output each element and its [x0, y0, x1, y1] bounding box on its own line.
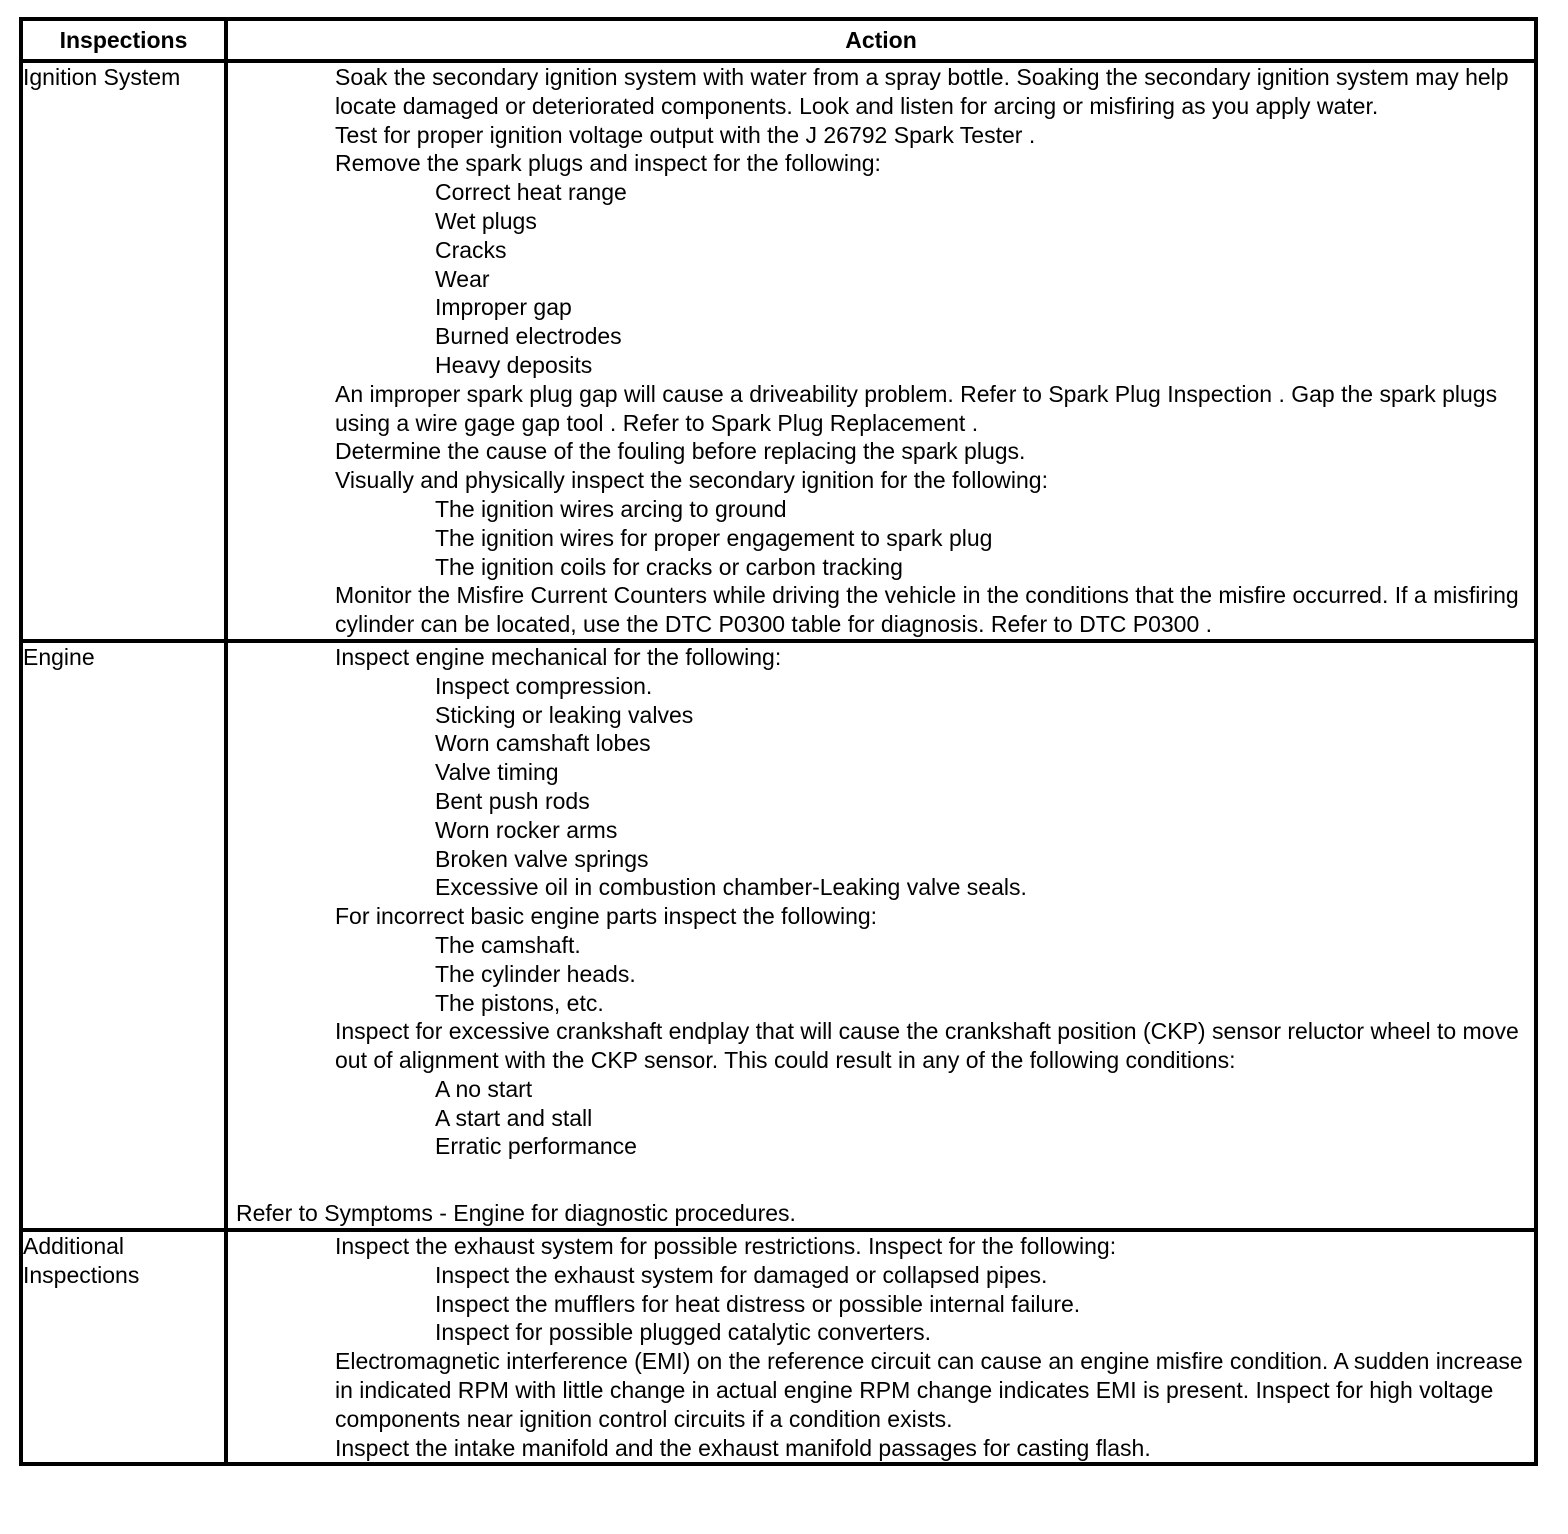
sub-item: Cracks [435, 236, 507, 263]
sub-item: Erratic performance [435, 1133, 637, 1160]
sub-item: Wear [435, 265, 490, 292]
sub-item: Inspect compression. [435, 672, 653, 699]
action-item: Test for proper ignition voltage output with the J 26792 Spark Tester . [335, 121, 1036, 148]
sub-item: Excessive oil in combustion chamber-Leaking valve seals. [435, 874, 1027, 901]
sub-item: Bent push rods [435, 787, 590, 814]
sub-item: Inspect the exhaust system for damaged or collapsed pipes. [435, 1261, 1048, 1288]
table-body [21, 61, 1536, 1464]
action-cell [226, 641, 1536, 1230]
action-item: For incorrect basic engine parts inspect the following: [335, 903, 878, 930]
action-item: Determine the cause of the fouling before replacing the spark plugs. [335, 438, 1026, 465]
sub-item: Improper gap [435, 294, 572, 321]
header-inspections: Inspections [21, 19, 226, 61]
action-item: Remove the spark plugs and inspect for the following: [335, 150, 881, 177]
sub-item: Burned electrodes [435, 323, 622, 350]
inspection-cell: Engine [21, 641, 226, 1230]
sub-item: The pistons, etc. [435, 989, 604, 1016]
sub-item: The cylinder heads. [435, 960, 636, 987]
action-item: Electromagnetic interference (EMI) on the reference circuit can cause an engine misfire condition. A sudden increase in indicated RPM with little change in actual engine RPM change indicates EMI is present. Inspect for high voltage components near ignition control circuits if a condition exists. [335, 1348, 1523, 1432]
table-row [21, 61, 1536, 641]
sub-item: Inspect the mufflers for heat distress or possible internal failure. [435, 1290, 1081, 1317]
sub-item: Heavy deposits [435, 351, 593, 378]
action-cell [226, 1230, 1536, 1464]
action-item: Soak the secondary ignition system with water from a spray bottle. Soaking the secondary ignition system may help locate damaged or deteriorated components. Look and listen for arcing or misfiring as you apply water. [335, 64, 1509, 119]
header-row [21, 19, 1536, 61]
action-item: Inspect the exhaust system for possible restrictions. Inspect for the following: [335, 1233, 1117, 1260]
table-row [21, 641, 1536, 1230]
action-item: Inspect the intake manifold and the exhaust manifold passages for casting flash. [335, 1434, 1151, 1461]
header-action: Action [226, 19, 1536, 61]
action-item: Monitor the Misfire Current Counters while driving the vehicle in the conditions that the misfire occurred. If a misfiring cylinder can be located, use the DTC P0300 table for diagnosis. Refer to DTC P0300 . [335, 582, 1519, 638]
sub-item: Correct heat range [435, 179, 627, 206]
sub-item: Worn rocker arms [435, 816, 618, 843]
sub-item: Wet plugs [435, 207, 537, 234]
sub-item: Valve timing [435, 759, 559, 786]
sub-item: A no start [435, 1075, 533, 1102]
sub-item: The camshaft. [435, 931, 581, 958]
inspection-table [19, 17, 1538, 1466]
sub-item: The ignition wires arcing to ground [435, 495, 787, 522]
sub-item: A start and stall [435, 1104, 593, 1131]
inspection-cell: Ignition System [21, 61, 226, 641]
action-item: Inspect engine mechanical for the following: [335, 643, 782, 670]
table-row [21, 1230, 1536, 1464]
action-item: Refer to Symptoms - Engine for diagnostic procedures. [236, 1200, 796, 1227]
sub-item: Sticking or leaking valves [435, 701, 694, 728]
sub-item: Inspect for possible plugged catalytic converters. [435, 1319, 932, 1346]
inspection-cell: Additional Inspections [21, 1230, 226, 1464]
sub-item: The ignition coils for cracks or carbon tracking [435, 553, 903, 580]
action-item: Inspect for excessive crankshaft endplay that will cause the crankshaft position (CKP) sensor reluctor wheel to move out of alignment with the CKP sensor. This could result in any of the following conditions: [335, 1018, 1519, 1074]
action-item: An improper spark plug gap will cause a driveability problem. Refer to Spark Plug Inspection . Gap the spark plugs using a wire gage gap tool . Refer to Spark Plug Replacement . [335, 380, 1498, 436]
action-cell [226, 61, 1536, 641]
action-item: Visually and physically inspect the secondary ignition for the following: [335, 467, 1048, 494]
sub-item: Broken valve springs [435, 845, 649, 872]
sub-item: Worn camshaft lobes [435, 730, 651, 757]
spacer [228, 1161, 1534, 1199]
sub-item: The ignition wires for proper engagement to spark plug [435, 524, 993, 551]
